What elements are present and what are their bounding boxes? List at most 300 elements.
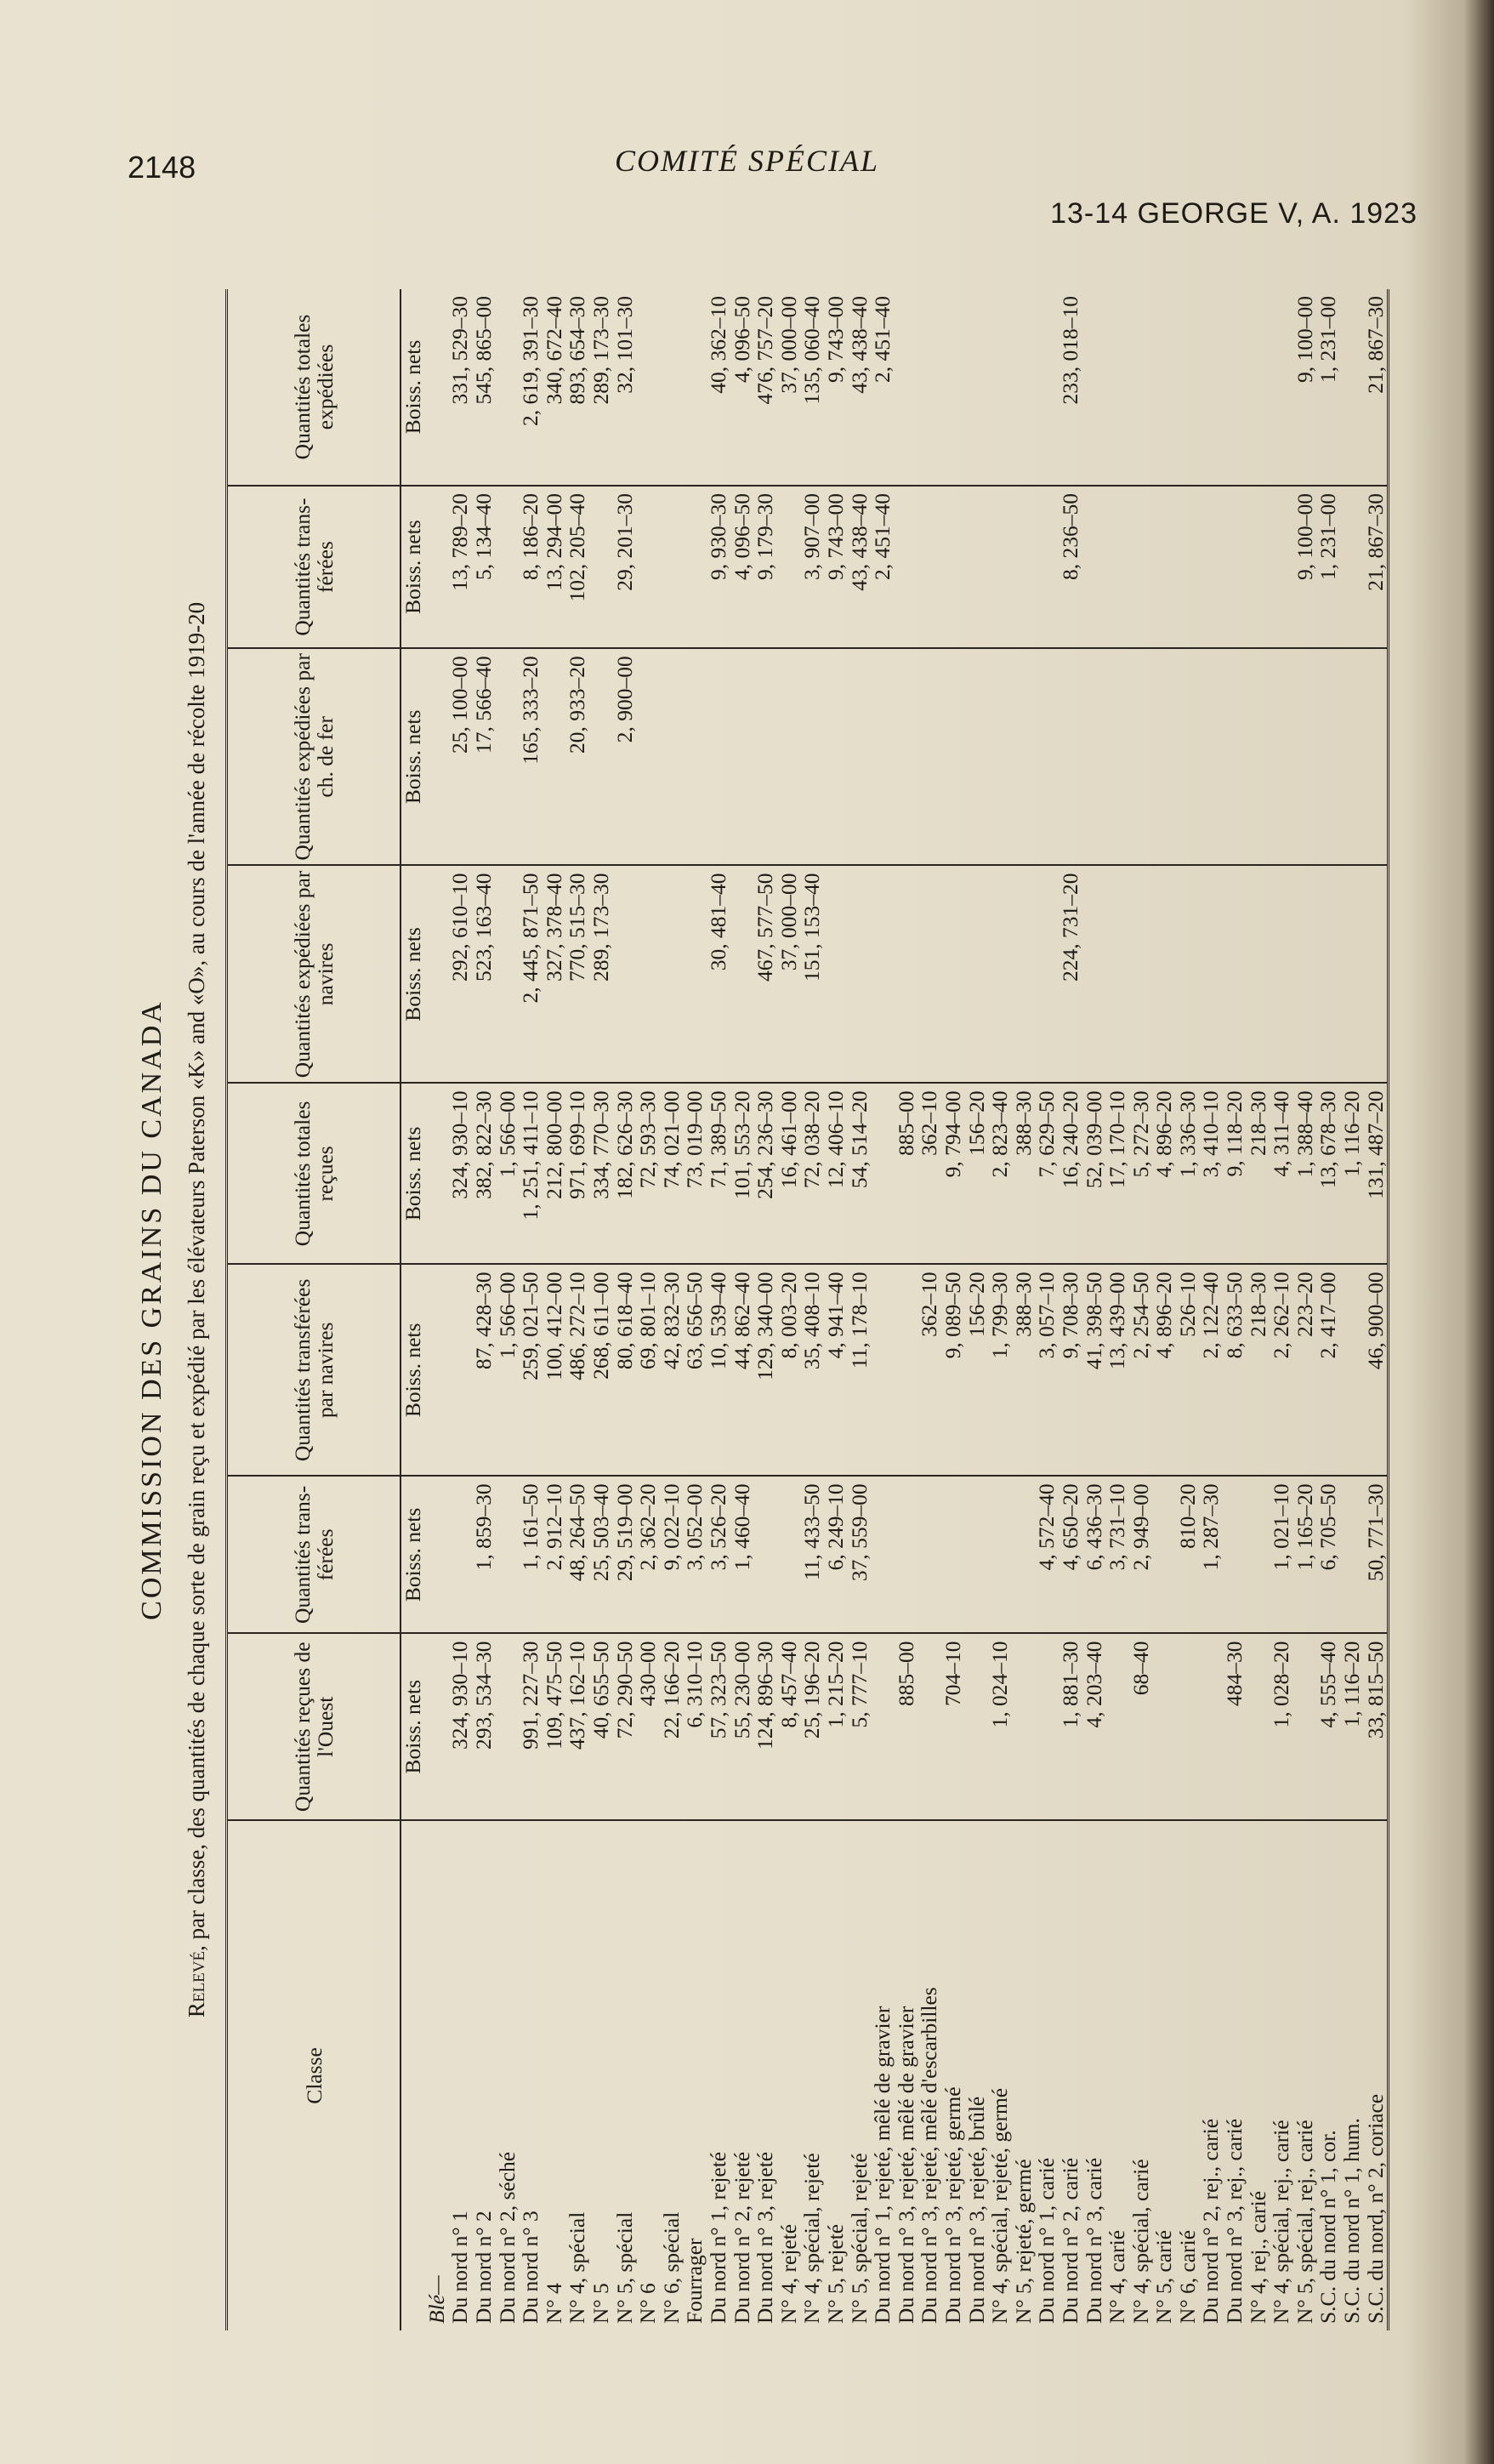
class-label: Du nord n° 2, séché xyxy=(494,2151,520,2324)
quantity-cell: 382, 822–30 xyxy=(472,1083,496,1264)
quantity-cell xyxy=(1011,486,1035,648)
quantity-cell: 165, 333–20 xyxy=(519,648,542,865)
quantity-cell xyxy=(847,865,871,1083)
column-header: Quantités transférées par navires xyxy=(227,1264,401,1476)
quantity-cell: 3, 907–00 xyxy=(800,486,824,648)
quantity-cell xyxy=(495,648,519,865)
quantity-cell: 340, 672–40 xyxy=(542,289,566,486)
quantity-cell xyxy=(1152,1633,1176,1820)
quantity-cell xyxy=(1199,486,1223,648)
quantity-cell xyxy=(1035,486,1059,648)
quantity-cell: 1, 859–30 xyxy=(472,1476,496,1633)
quantity-cell xyxy=(1105,865,1129,1083)
quantity-cell xyxy=(894,1476,917,1633)
quantity-cell xyxy=(1199,865,1223,1083)
quantity-cell: 4, 650–20 xyxy=(1059,1476,1082,1633)
quantity-cell: 1, 287–30 xyxy=(1199,1476,1223,1633)
quantity-cell: 8, 633–50 xyxy=(1223,1264,1247,1476)
table-row xyxy=(707,289,730,2330)
quantity-cell xyxy=(660,865,684,1083)
quantity-cell xyxy=(1340,865,1364,1083)
class-label: N° 4, rejeté xyxy=(775,2223,801,2324)
class-label: Du nord n° 1 xyxy=(447,2211,473,2324)
session-reference: 13-14 GEORGE V, A. 1923 xyxy=(1050,197,1417,230)
table-row xyxy=(964,289,988,2330)
quantity-cell xyxy=(1223,865,1247,1083)
quantity-cell xyxy=(1270,289,1293,486)
class-label: N° 4, spécial, rej., carié xyxy=(1269,2120,1294,2324)
quantity-cell: 5, 134–40 xyxy=(472,486,496,648)
quantity-cell xyxy=(1035,289,1059,486)
quantity-cell: 289, 173–30 xyxy=(589,289,613,486)
class-label: N° 5, spécial, rejeté xyxy=(846,2153,872,2324)
section-row xyxy=(425,289,449,2330)
table-row xyxy=(1199,289,1223,2330)
quantity-cell xyxy=(777,1476,801,1633)
table-row xyxy=(1176,289,1200,2330)
quantity-cell: 9, 794–00 xyxy=(941,1083,965,1264)
quantity-cell: 1, 799–30 xyxy=(988,1264,1012,1476)
quantity-cell: 2, 445, 871–50 xyxy=(519,865,542,1083)
quantity-cell xyxy=(1270,648,1293,865)
table-row xyxy=(1152,289,1176,2330)
quantity-cell xyxy=(941,289,965,486)
class-label: Du nord n° 3 xyxy=(518,2211,543,2324)
quantity-cell xyxy=(1105,648,1129,865)
quantity-cell: 13, 789–20 xyxy=(448,486,472,648)
units-row xyxy=(400,289,425,2330)
quantity-cell xyxy=(1246,289,1270,486)
quantity-cell xyxy=(448,1476,472,1633)
quantity-cell: 4, 555–40 xyxy=(1316,1633,1340,1820)
quantity-cell: 4, 203–40 xyxy=(1082,1633,1105,1820)
quantity-cell: 13, 678–30 xyxy=(1316,1083,1340,1264)
quantity-cell: 1, 251, 411–10 xyxy=(519,1083,542,1264)
quantity-cell xyxy=(683,648,707,865)
table-row xyxy=(847,289,871,2330)
quantity-cell: 1, 566–00 xyxy=(495,1264,519,1476)
quantity-cell xyxy=(1082,486,1105,648)
quantity-cell: 109, 475–50 xyxy=(542,1633,566,1820)
column-header: Quantités totales expédiées xyxy=(227,289,401,486)
quantity-cell: 9, 100–00 xyxy=(1293,289,1317,486)
quantity-cell: 9, 930–30 xyxy=(707,486,730,648)
quantity-cell: 324, 930–10 xyxy=(448,1633,472,1820)
quantity-cell xyxy=(988,1476,1012,1633)
table-row xyxy=(565,289,589,2330)
quantity-cell xyxy=(894,1264,917,1476)
quantity-cell: 43, 438–40 xyxy=(847,289,871,486)
quantity-cell xyxy=(964,648,988,865)
table-row xyxy=(472,289,496,2330)
table-row xyxy=(1128,289,1152,2330)
quantity-cell xyxy=(1316,648,1340,865)
quantity-cell xyxy=(964,486,988,648)
quantity-cell: 331, 529–30 xyxy=(448,289,472,486)
column-header: Classe xyxy=(227,1820,401,2330)
quantity-cell xyxy=(824,648,848,865)
quantity-cell: 37, 000–00 xyxy=(777,289,801,486)
running-title: COMITÉ SPÉCIAL xyxy=(615,144,879,178)
table-header-row xyxy=(227,289,401,2330)
quantity-cell: 25, 503–40 xyxy=(589,1476,613,1633)
quantity-cell xyxy=(730,648,753,865)
quantity-cell: 1, 566–00 xyxy=(495,1083,519,1264)
table-row xyxy=(824,289,848,2330)
quantity-cell: 9, 022–10 xyxy=(660,1476,684,1633)
class-label: Du nord n° 2, rej., carié xyxy=(1198,2118,1224,2324)
quantity-cell xyxy=(683,486,707,648)
quantity-cell: 124, 896–30 xyxy=(753,1633,777,1820)
quantity-cell: 17, 170–10 xyxy=(1105,1083,1129,1264)
quantity-cell: 43, 438–40 xyxy=(847,486,871,648)
quantity-cell xyxy=(894,289,917,486)
table-row xyxy=(777,289,801,2330)
unit-cell: Boiss. nets xyxy=(400,1083,425,1264)
column-header: Quantités expédiées par navires xyxy=(227,865,401,1083)
quantity-cell xyxy=(1152,486,1176,648)
quantity-cell: 334, 770–30 xyxy=(589,1083,613,1264)
quantity-cell: 293, 534–30 xyxy=(472,1633,496,1820)
class-label: Du nord n° 3, rejeté, mêlé de gravier xyxy=(893,2006,918,2324)
quantity-cell: 16, 461–00 xyxy=(777,1083,801,1264)
quantity-cell: 437, 162–10 xyxy=(565,1633,589,1820)
quantity-cell: 52, 039–00 xyxy=(1082,1083,1105,1264)
quantity-cell xyxy=(1152,648,1176,865)
table-row xyxy=(1246,289,1270,2330)
quantity-cell xyxy=(1128,865,1152,1083)
quantity-cell xyxy=(589,486,613,648)
quantity-cell: 73, 019–00 xyxy=(683,1083,707,1264)
quantity-cell: 151, 153–40 xyxy=(800,865,824,1083)
quantity-cell: 2, 262–10 xyxy=(1270,1264,1293,1476)
quantity-cell xyxy=(964,289,988,486)
quantity-cell: 991, 227–30 xyxy=(519,1633,542,1820)
quantity-cell: 46, 900–00 xyxy=(1363,1264,1388,1476)
quantity-cell xyxy=(495,486,519,648)
quantity-cell xyxy=(941,865,965,1083)
class-label: Du nord n° 1, rejeté, mêlé de gravier xyxy=(870,2006,895,2324)
quantity-cell: 57, 323–50 xyxy=(707,1633,730,1820)
class-label: S.C. du nord n° 1, hum. xyxy=(1339,2118,1365,2324)
quantity-cell xyxy=(1199,289,1223,486)
table-row xyxy=(660,289,684,2330)
table-row xyxy=(1293,289,1317,2330)
quantity-cell xyxy=(1340,486,1364,648)
quantity-cell xyxy=(800,648,824,865)
table-row xyxy=(683,289,707,2330)
quantity-cell: 3, 410–10 xyxy=(1199,1083,1223,1264)
quantity-cell: 29, 201–30 xyxy=(612,486,636,648)
table-row xyxy=(636,289,660,2330)
quantity-cell: 11, 433–50 xyxy=(800,1476,824,1633)
class-label: Du nord n° 2, carié xyxy=(1057,2157,1082,2324)
quantity-cell: 9, 743–00 xyxy=(824,289,848,486)
quantity-cell: 37, 000–00 xyxy=(777,865,801,1083)
quantity-cell: 327, 378–40 xyxy=(542,865,566,1083)
quantity-cell: 8, 236–50 xyxy=(1059,486,1082,648)
quantity-cell xyxy=(1293,865,1317,1083)
class-label: N° 5, carié xyxy=(1151,2229,1177,2324)
quantity-cell: 1, 116–20 xyxy=(1340,1633,1364,1820)
quantity-cell: 182, 626–30 xyxy=(612,1083,636,1264)
quantity-cell xyxy=(1035,648,1059,865)
class-label: N° 4, rej., carié xyxy=(1245,2190,1270,2324)
quantity-cell: 129, 340–00 xyxy=(753,1264,777,1476)
quantity-cell: 971, 699–10 xyxy=(565,1083,589,1264)
quantity-cell xyxy=(988,289,1012,486)
table-row xyxy=(1340,289,1364,2330)
class-label: N° 6, carié xyxy=(1174,2229,1200,2324)
quantity-cell xyxy=(1176,865,1200,1083)
quantity-cell: 4, 941–40 xyxy=(824,1264,848,1476)
quantity-cell: 289, 173–30 xyxy=(589,865,613,1083)
quantity-cell: 72, 290–50 xyxy=(612,1633,636,1820)
class-label: Du nord n° 2 xyxy=(471,2211,497,2324)
quantity-cell: 42, 832–30 xyxy=(660,1264,684,1476)
column-header: Quantités totales reçues xyxy=(227,1083,401,1264)
quantity-cell: 10, 539–40 xyxy=(707,1264,730,1476)
class-label: N° 4, spécial, rejeté xyxy=(799,2153,825,2324)
quantity-cell xyxy=(1128,648,1152,865)
quantity-cell xyxy=(1128,289,1152,486)
quantity-cell xyxy=(612,865,636,1083)
quantity-cell xyxy=(964,1476,988,1633)
quantity-cell: 218–30 xyxy=(1246,1083,1270,1264)
quantity-cell: 13, 439–00 xyxy=(1105,1264,1129,1476)
quantity-cell xyxy=(683,865,707,1083)
quantity-cell: 3, 052–00 xyxy=(683,1476,707,1633)
class-label: N° 5, rejeté, germé xyxy=(1010,2159,1036,2324)
class-label: Du nord n° 1, rejeté xyxy=(706,2151,731,2324)
quantity-cell: 68–40 xyxy=(1128,1633,1152,1820)
rotated-table-block xyxy=(136,289,1429,2330)
class-label: Du nord n° 3, carié xyxy=(1081,2157,1106,2324)
quantity-cell: 69, 801–10 xyxy=(636,1264,660,1476)
quantity-cell: 2, 451–40 xyxy=(871,486,895,648)
quantity-cell: 11, 178–10 xyxy=(847,1264,871,1476)
quantity-cell: 2, 912–10 xyxy=(542,1476,566,1633)
section-label: Blé— xyxy=(423,2275,449,2324)
quantity-cell xyxy=(917,648,941,865)
class-label: S.C. du nord n° 1, cor. xyxy=(1315,2130,1341,2324)
quantity-cell: 74, 021–00 xyxy=(660,1083,684,1264)
quantity-cell xyxy=(1223,289,1247,486)
quantity-cell: 1, 388–40 xyxy=(1293,1083,1317,1264)
class-label: Du nord n° 3, rejeté xyxy=(753,2151,778,2324)
quantity-cell xyxy=(1152,1476,1176,1633)
table-row xyxy=(917,289,941,2330)
quantity-cell: 484–30 xyxy=(1223,1633,1247,1820)
quantity-cell: 72, 038–20 xyxy=(800,1083,824,1264)
quantity-cell xyxy=(1176,648,1200,865)
quantity-cell: 770, 515–30 xyxy=(565,865,589,1083)
quantity-cell xyxy=(636,865,660,1083)
quantity-cell xyxy=(917,865,941,1083)
unit-cell: Boiss. nets xyxy=(400,648,425,865)
quantity-cell xyxy=(1199,648,1223,865)
quantity-cell: 2, 619, 391–30 xyxy=(519,289,542,486)
quantity-cell xyxy=(777,486,801,648)
class-label: Fourrager xyxy=(682,2238,707,2324)
table-row xyxy=(988,289,1012,2330)
quantity-cell: 41, 398–50 xyxy=(1082,1264,1105,1476)
quantity-cell xyxy=(1293,1633,1317,1820)
quantity-cell xyxy=(636,486,660,648)
class-label: N° 5, spécial, rej., carié xyxy=(1292,2120,1317,2324)
quantity-cell: 7, 629–50 xyxy=(1035,1083,1059,1264)
unit-cell: Boiss. nets xyxy=(400,1476,425,1633)
quantity-cell xyxy=(753,1476,777,1633)
quantity-cell: 2, 417–00 xyxy=(1316,1264,1340,1476)
quantity-cell: 1, 165–20 xyxy=(1293,1476,1317,1633)
quantity-cell xyxy=(1105,486,1129,648)
quantity-cell xyxy=(660,289,684,486)
quantity-cell: 1, 116–20 xyxy=(1340,1083,1364,1264)
quantity-cell: 8, 186–20 xyxy=(519,486,542,648)
table-caption xyxy=(184,289,210,2330)
quantity-cell xyxy=(1035,1633,1059,1820)
column-header: Quantités trans-férées xyxy=(227,486,401,648)
quantity-cell: 29, 519–00 xyxy=(612,1476,636,1633)
quantity-cell: 9, 089–50 xyxy=(941,1264,965,1476)
quantity-cell: 44, 862–40 xyxy=(730,1264,753,1476)
quantity-cell: 12, 406–10 xyxy=(824,1083,848,1264)
quantity-cell: 388–30 xyxy=(1011,1083,1035,1264)
quantity-cell: 9, 179–30 xyxy=(753,486,777,648)
class-label: Du nord n° 1, carié xyxy=(1034,2157,1059,2324)
quantity-cell xyxy=(1011,1476,1035,1633)
quantity-cell: 9, 118–20 xyxy=(1223,1083,1247,1264)
quantity-cell xyxy=(988,865,1012,1083)
quantity-cell: 545, 865–00 xyxy=(472,289,496,486)
quantity-cell xyxy=(1176,486,1200,648)
quantity-cell: 6, 436–30 xyxy=(1082,1476,1105,1633)
quantity-cell xyxy=(542,648,566,865)
table-row xyxy=(1270,289,1293,2330)
quantity-cell: 810–20 xyxy=(1176,1476,1200,1633)
quantity-cell: 523, 163–40 xyxy=(472,865,496,1083)
quantity-cell xyxy=(917,1633,941,1820)
quantity-cell: 21, 867–30 xyxy=(1363,289,1388,486)
quantity-cell: 2, 823–40 xyxy=(988,1083,1012,1264)
quantity-cell xyxy=(495,1476,519,1633)
quantity-cell: 1, 231–00 xyxy=(1316,486,1340,648)
quantity-cell xyxy=(917,486,941,648)
quantity-cell xyxy=(1011,289,1035,486)
quantity-cell: 2, 900–00 xyxy=(612,648,636,865)
quantity-cell: 486, 272–10 xyxy=(565,1264,589,1476)
class-label: N° 4, carié xyxy=(1105,2229,1130,2324)
quantity-cell: 1, 215–20 xyxy=(824,1633,848,1820)
quantity-cell xyxy=(1199,1633,1223,1820)
quantity-cell: 16, 240–20 xyxy=(1059,1083,1082,1264)
class-label: N° 4, spécial, carié xyxy=(1128,2159,1153,2324)
table-row xyxy=(1082,289,1105,2330)
quantity-cell: 1, 021–10 xyxy=(1270,1476,1293,1633)
quantity-cell xyxy=(660,486,684,648)
quantity-cell: 1, 161–50 xyxy=(519,1476,542,1633)
quantity-cell: 2, 122–40 xyxy=(1199,1264,1223,1476)
quantity-cell: 40, 362–10 xyxy=(707,289,730,486)
quantity-cell: 72, 593–30 xyxy=(636,1083,660,1264)
quantity-cell xyxy=(1246,486,1270,648)
quantity-cell xyxy=(871,1083,895,1264)
caption-lead: Relevé xyxy=(184,1950,209,2018)
quantity-cell: 22, 166–20 xyxy=(660,1633,684,1820)
quantity-cell: 131, 487–20 xyxy=(1363,1083,1388,1264)
quantity-cell xyxy=(1176,1633,1200,1820)
table-row xyxy=(495,289,519,2330)
quantity-cell: 63, 656–50 xyxy=(683,1264,707,1476)
quantity-cell xyxy=(964,865,988,1083)
quantity-cell: 100, 412–00 xyxy=(542,1264,566,1476)
quantity-cell: 54, 514–20 xyxy=(847,1083,871,1264)
table-row xyxy=(1363,289,1388,2330)
quantity-cell xyxy=(964,1633,988,1820)
quantity-cell: 40, 655–50 xyxy=(589,1633,613,1820)
quantity-cell xyxy=(1340,1264,1364,1476)
quantity-cell xyxy=(707,648,730,865)
quantity-cell: 5, 272–30 xyxy=(1128,1083,1152,1264)
quantity-cell xyxy=(448,1264,472,1476)
quantity-cell xyxy=(683,289,707,486)
quantity-cell xyxy=(1270,865,1293,1083)
quantity-cell: 212, 800–00 xyxy=(542,1083,566,1264)
quantity-cell xyxy=(730,865,753,1083)
quantity-cell: 259, 021–50 xyxy=(519,1264,542,1476)
quantity-cell xyxy=(894,486,917,648)
class-label: Du nord n° 3, rejeté, brûlé xyxy=(963,2096,989,2324)
unit-cell: Boiss. nets xyxy=(400,486,425,648)
quantity-cell: 71, 389–50 xyxy=(707,1083,730,1264)
table-row xyxy=(941,289,965,2330)
quantity-cell: 885–00 xyxy=(894,1633,917,1820)
quantity-cell: 35, 408–10 xyxy=(800,1264,824,1476)
quantity-cell: 3, 057–10 xyxy=(1035,1264,1059,1476)
unit-cell: Boiss. nets xyxy=(400,1264,425,1476)
quantity-cell: 254, 236–30 xyxy=(753,1083,777,1264)
quantity-cell xyxy=(495,1633,519,1820)
table-row xyxy=(1105,289,1129,2330)
quantity-cell xyxy=(753,648,777,865)
unit-cell: Boiss. nets xyxy=(400,1633,425,1820)
quantity-cell xyxy=(871,1264,895,1476)
column-header: Quantités trans-férées xyxy=(227,1476,401,1633)
quantity-cell xyxy=(871,1633,895,1820)
quantity-cell: 885–00 xyxy=(894,1083,917,1264)
quantity-cell: 101, 553–20 xyxy=(730,1083,753,1264)
quantity-cell: 467, 577–50 xyxy=(753,865,777,1083)
quantity-cell xyxy=(1082,648,1105,865)
quantity-cell: 324, 930–10 xyxy=(448,1083,472,1264)
quantity-cell xyxy=(894,865,917,1083)
quantity-cell xyxy=(1363,648,1388,865)
class-label: N° 6, spécial xyxy=(658,2211,684,2324)
quantity-cell xyxy=(495,865,519,1083)
quantity-cell: 5, 777–10 xyxy=(847,1633,871,1820)
quantity-cell xyxy=(1246,865,1270,1083)
quantity-cell: 362–10 xyxy=(917,1264,941,1476)
quantity-cell xyxy=(1011,865,1035,1083)
quantity-cell: 224, 731–20 xyxy=(1059,865,1082,1083)
quantity-cell: 135, 060–40 xyxy=(800,289,824,486)
quantity-cell: 268, 611–00 xyxy=(589,1264,613,1476)
unit-cell: Boiss. nets xyxy=(400,865,425,1083)
quantity-cell: 48, 264–50 xyxy=(565,1476,589,1633)
class-label: Du nord n° 3, rejeté, germé xyxy=(940,2086,965,2324)
class-label: N° 4, spécial, rejeté, germé xyxy=(987,2087,1013,2324)
